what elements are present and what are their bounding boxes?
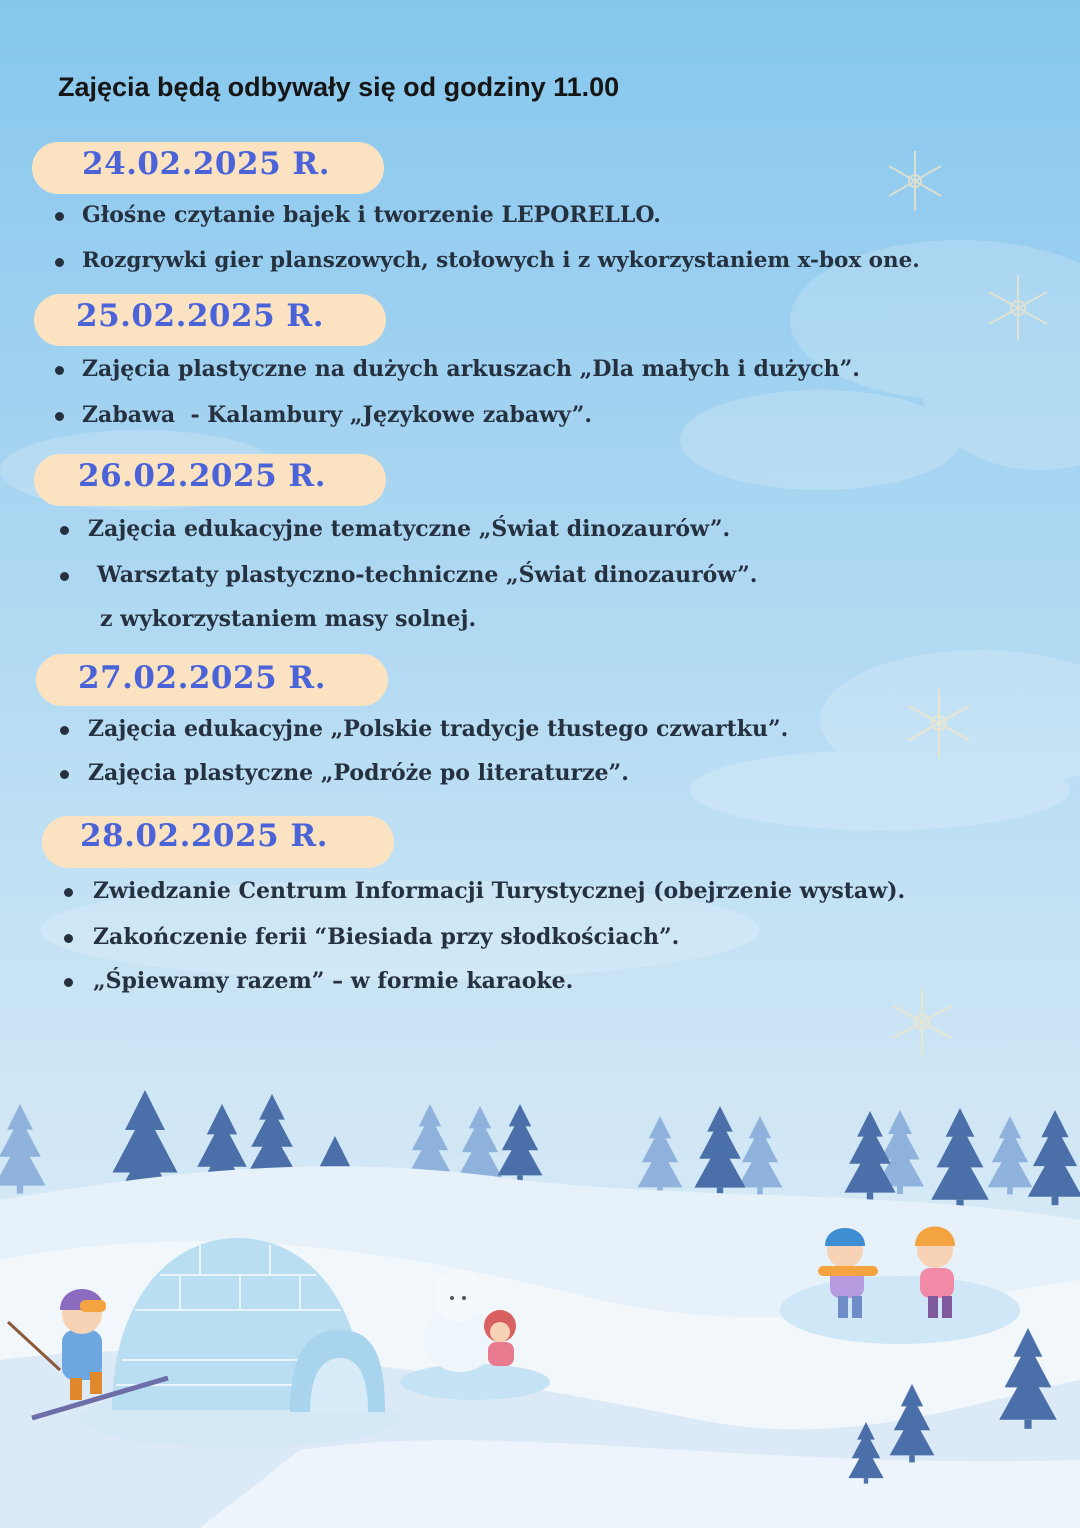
bullet: [60, 526, 69, 535]
activity-item: Rozgrywki gier planszowych, stołowych i z wykorzystaniem x-box one.: [82, 248, 920, 273]
activity-item: Zabawa - Kalambury „Językowe zabawy”.: [82, 402, 593, 428]
activity-item: Zajęcia edukacyjne „Polskie tradycje tłustego czwartku”.: [88, 716, 789, 742]
bullet: [60, 572, 69, 581]
bullet: [64, 934, 73, 943]
date-label-day-1: 24.02.2025 R.: [82, 146, 330, 182]
bullet: [60, 770, 69, 779]
date-label-day-3: 26.02.2025 R.: [78, 458, 326, 494]
bullet: [55, 366, 64, 375]
bullet: [60, 726, 69, 735]
activity-item: Zajęcia plastyczne na dużych arkuszach „Dla małych i dużych”.: [82, 356, 860, 382]
date-label-day-4: 27.02.2025 R.: [78, 660, 326, 696]
snowflake-icon: [880, 146, 950, 216]
bullet: [55, 412, 64, 421]
activity-item: Warsztaty plastyczno-techniczne „Świat dinozaurów”.: [97, 562, 758, 588]
activity-item: Zakończenie ferii “Biesiada przy słodkościach”.: [93, 924, 680, 950]
snowflake-icon: [884, 984, 960, 1060]
activity-item: Głośne czytanie bajek i tworzenie LEPORELLO.: [82, 202, 661, 228]
winter-scene-illustration: [0, 1080, 1080, 1528]
page-heading: Zajęcia będą odbywały się od godziny 11.00: [58, 72, 620, 102]
bullet: [55, 212, 64, 221]
activity-item: Zajęcia edukacyjne tematyczne „Świat dinozaurów”.: [88, 516, 731, 542]
snowflake-icon: [980, 270, 1056, 346]
activity-item-continuation: z wykorzystaniem masy solnej.: [100, 606, 477, 632]
activity-item: Zwiedzanie Centrum Informacji Turystycznej (obejrzenie wystaw).: [93, 878, 906, 904]
bullet: [55, 258, 64, 267]
snowflake-icon: [900, 684, 978, 762]
date-label-day-2: 25.02.2025 R.: [76, 298, 324, 334]
bullet: [64, 888, 73, 897]
bullet: [64, 978, 73, 987]
date-label-day-5: 28.02.2025 R.: [80, 818, 328, 854]
activity-item: „Śpiewamy razem” – w formie karaoke.: [93, 968, 574, 994]
activity-item: Zajęcia plastyczne „Podróże po literaturze”.: [88, 760, 629, 786]
